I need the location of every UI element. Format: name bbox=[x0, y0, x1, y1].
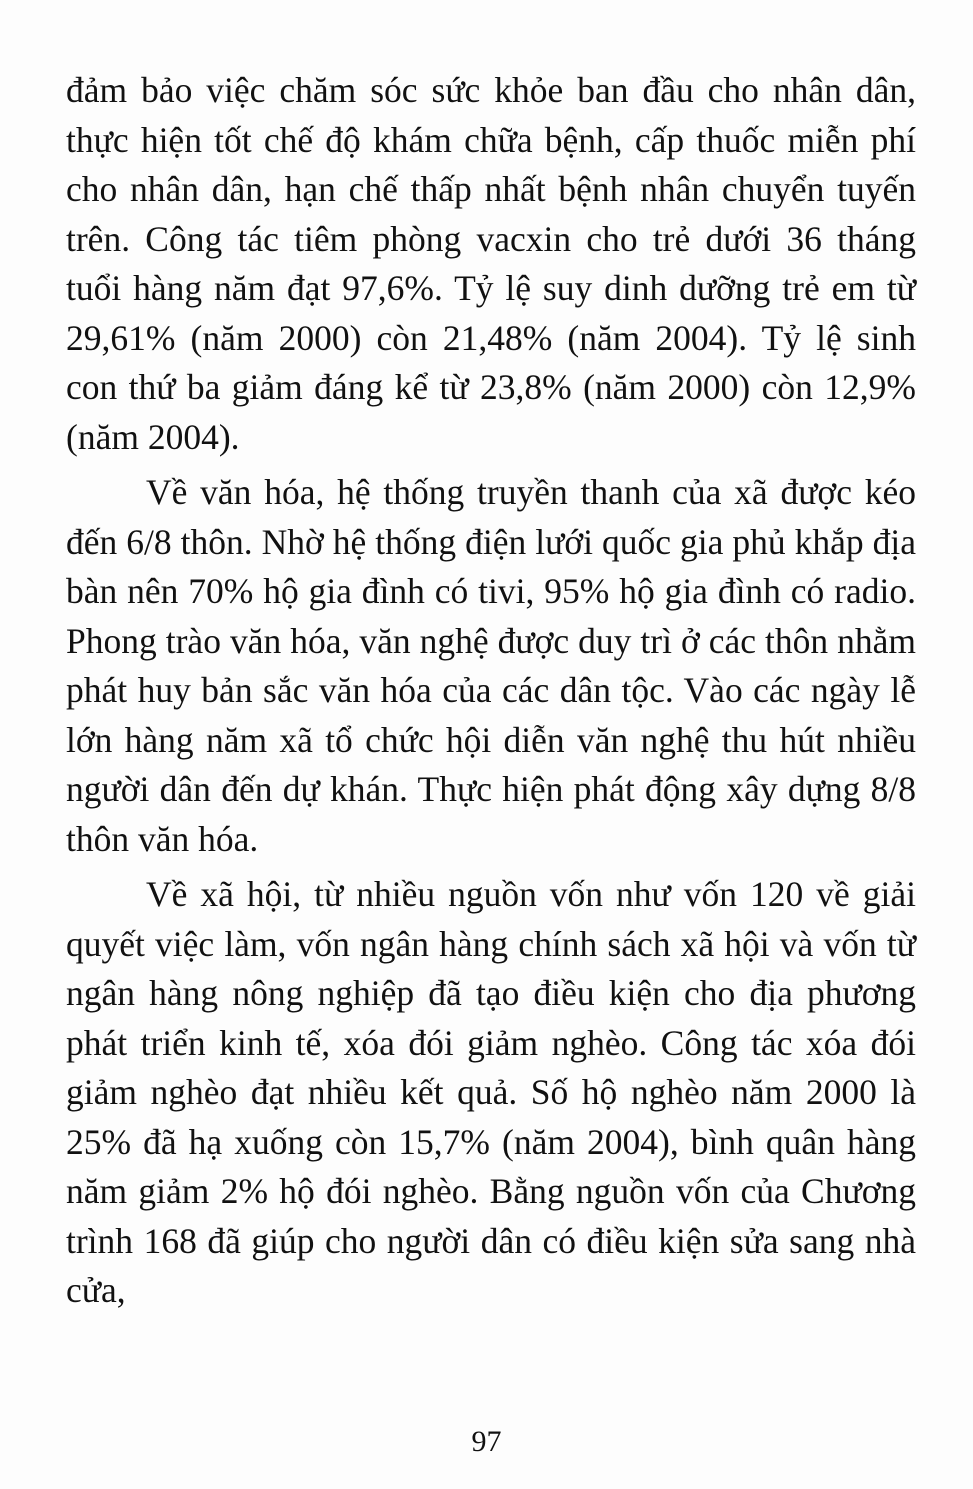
paragraph-health: đảm bảo việc chăm sóc sức khỏe ban đầu cho nhân dân, thực hiện tốt chế độ khám chữa bệnh, cấp thuốc miễn phí cho nhân dân, hạn chế thấp nhất bệnh nhân chuyển tuyến trên. Công tác tiêm phòng vacxin cho trẻ dưới 36 tháng tuổi hàng năm đạt 97,6%. Tỷ lệ suy dinh dưỡng trẻ em từ 29,61% (năm 2000) còn 21,48% (năm 2004). Tỷ lệ sinh con thứ ba giảm đáng kể từ 23,8% (năm 2000) còn 12,9% (năm 2004). bbox=[66, 70, 916, 457]
body-text bbox=[66, 66, 916, 1316]
page-number: 97 bbox=[471, 1425, 502, 1458]
paragraph-society: Về xã hội, từ nhiều nguồn vốn như vốn 120 về giải quyết việc làm, vốn ngân hàng chính sách xã hội và vốn từ ngân hàng nông nghiệp đã tạo điều kiện cho địa phương phát triển kinh tế, xóa đói giảm nghèo. Công tác xóa đói giảm nghèo đạt nhiều kết quả. Số hộ nghèo năm 2000 là 25% đã hạ xuống còn 15,7% (năm 2004), bình quân hàng năm giảm 2% hộ đói nghèo. Bằng nguồn vốn của Chương trình 168 đã giúp cho người dân có điều kiện sửa sang nhà cửa, bbox=[66, 874, 916, 1310]
paragraph-culture: Về văn hóa, hệ thống truyền thanh của xã được kéo đến 6/8 thôn. Nhờ hệ thống điện lưới quốc gia phủ khắp địa bàn nên 70% hộ gia đình có tivi, 95% hộ gia đình có radio. Phong trào văn hóa, văn nghệ được duy trì ở các thôn nhằm phát huy bản sắc văn hóa của các dân tộc. Vào các ngày lễ lớn hàng năm xã tổ chức hội diễn văn nghệ thu hút nhiều người dân đến dự khán. Thực hiện phát động xây dựng 8/8 thôn văn hóa. bbox=[66, 472, 916, 859]
